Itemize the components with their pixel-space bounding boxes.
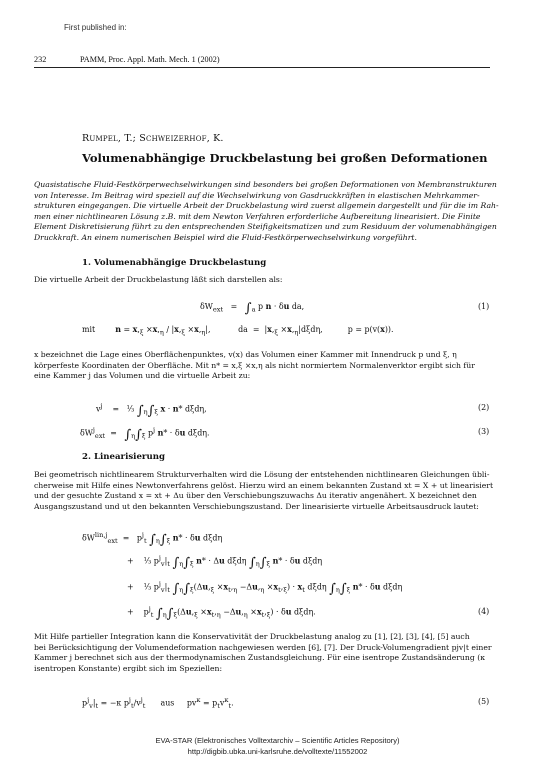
abstract-line: Quasistatische Fluid-Festkörperwechselwirkungen sind besonders bei großen Deformationen von Membranstrukturen [34,180,497,189]
abstract-line: Element Diskretisierung führt zu den entsprechenden Steifigkeitsmatizen und zum Residuum der volumenabhängigen [34,222,497,232]
abstract [34,180,499,244]
equation-4-line3: + ⅓ $p^j_v|_t$ $\int_\eta\int_\xi(\Delta u,_\xi \times x_t,_\eta -\Delta u,_\eta \times x_t,_\xi) \cdot x_t$ dξdη $\int_\eta\int_\xi$ n* · δu dξdη [127,580,403,597]
equation-number-1: (1) [478,302,490,311]
section-heading-2: 2. Linearisierung [82,452,165,462]
paragraph-line: körperfeste Koordinaten der Oberfläche. Mit n* = x,ξ ×x,η als nicht normiertem Normalenverktor ergibt sich für [34,360,475,370]
abstract-line: strukturen eingegangen. Die virtuelle Arbeit der Druckbelastung wird zuerst allgemein dargestellt und für die im Rah- [34,201,499,211]
section1-paragraph [34,350,490,382]
paragraph-line: Ausgangszustand und ut den bekannten Verschiebungszustand. Der linearisierte virtuelle Arbeitsausdruck lautet: [34,501,479,511]
aus-label: aus [160,698,175,708]
paragraph-line: und der gesuchte Zustand x = xt + Δu über den Verschiebungszuwachs Δu iterativ angenähert. X bezeichnet den [34,491,477,501]
equation-4-line4: + $p^j_t$ $\int_\eta\int_\xi(\Delta u,_\xi \times x_t,_\eta -\Delta u,_\eta \times x_t,_\xi) \cdot \delta u$ dξdη. [127,605,316,622]
page-number: 232 [34,55,47,64]
paragraph-line: Kammer j berechnet sich aus der thermodynamischen Zustandsgleichung. Für eine isentrope Zustandsänderung (κ [34,653,486,663]
section1-intro: Die virtuelle Arbeit der Druckbelastung läßt sich darstellen als: [34,275,283,284]
equation-1a: $\delta W_{ext} = \int_a$ p n · δu da, [200,301,305,316]
equation-1b: mit $n = x,_\xi \times x,_\eta / |x,_\xi \times x,_\eta|$, da = $|x,_\xi \times x,_\eta|d\xi d\eta$, p = p(v(x)). [82,325,394,337]
paper-title: Volumenabhängige Druckbelastung bei großen Deformationen [82,151,488,165]
paragraph-line: isentropen Konstante) ergibt sich im Speziellen: [34,663,223,673]
paragraph-line: bei Berücksichtigung der Volumendeformation nachgewiesen werden [6], [7]. Der Druck-Volumengradient pjv|t einer [34,642,492,652]
equation-number-3: (3) [478,427,490,436]
equation-3: $\delta W^j_{ext} = \int_\eta\int_\xi$ $p^j$ n* · δu dξdη. [80,426,210,443]
abstract-line: von Interesse. Im Beitrag wird speziell auf die Wechselwirkung von Gasdruckkräften in elastischen Mehrkammer- [34,190,480,200]
mit-label: mit [82,325,96,334]
equation-4-line2: + ⅓ $p^j_v|_t$ $\int_\eta\int_\xi$ n* · Δu dξdη $\int_\eta\int_\xi$ n* · δu dξdη [127,554,323,571]
equation-number-2: (2) [478,403,490,412]
journal-reference: PAMM, Proc. Appl. Math. Mech. 1 (2002) [80,55,220,64]
paragraph-line: eine Kammer j das Volumen und die virtuelle Arbeit zu: [34,371,251,381]
footer-url[interactable]: http://digbib.ubka.uni-karlsruhe.de/volltexte/11552002 [187,747,368,756]
paragraph-line: Mit Hilfe partieller Integration kann die Konservativität der Druckbelastung analog zu [1], [2], [3], [4], [5] auch [34,632,470,641]
equation-2: $v^j$ = ⅓ $\int_\eta\int_\xi$ x · n* dξdη, [96,402,207,419]
equation-number-5: (5) [478,697,490,706]
header-rule [34,67,490,68]
first-published-note: First published in: [64,23,127,32]
paragraph-line: x bezeichnet die Lage eines Oberflächenpunktes, v(x) das Volumen einer Kammer mit Innendruck p und ξ, η [34,350,457,359]
section2-paragraph-2 [34,632,490,674]
equation-number-4: (4) [478,607,490,616]
equation-5: $p^j_v|_t = -\kappa$ $p^j_t/v^j_t$ aus $pv^\kappa = p_tv^\kappa_t$. [82,696,234,711]
footer-repository: EVA-STAR (Elektronisches Volltextarchiv – Scientific Articles Repository) [155,736,400,745]
section2-paragraph [34,470,494,512]
abstract-line: Druckkraft. An einem numerischen Beispiel wird die Fluid-Festkörperwechselwirkung vorgeführt. [34,232,417,242]
abstract-line: men einer nichtlinearen Lösung z.B. mit dem Newton Verfahren erforderliche Aufbereitung linearisiert. Die Finite [34,211,481,221]
equation-4-line1: $\delta W^{lin,j}_{ext} = p^j_t$ $\int_\eta\int_\xi$ n* · δu dξdη [82,531,223,548]
paragraph-line: Bei geometrisch nichtlinearem Strukturverhalten wird die Lösung der entstehenden nichtlinearen Gleichungen übli- [34,470,490,479]
paragraph-line: cherweise mit Hilfe eines Newtonverfahrens gelöst. Hierzu wird an einem bekannten Zustand xt = X + ut linearisiert [34,480,494,490]
authors: Rumpel, T.; Schweizerhof, K. [82,133,224,144]
section-heading-1: 1. Volumenabhängige Druckbelastung [82,258,267,268]
